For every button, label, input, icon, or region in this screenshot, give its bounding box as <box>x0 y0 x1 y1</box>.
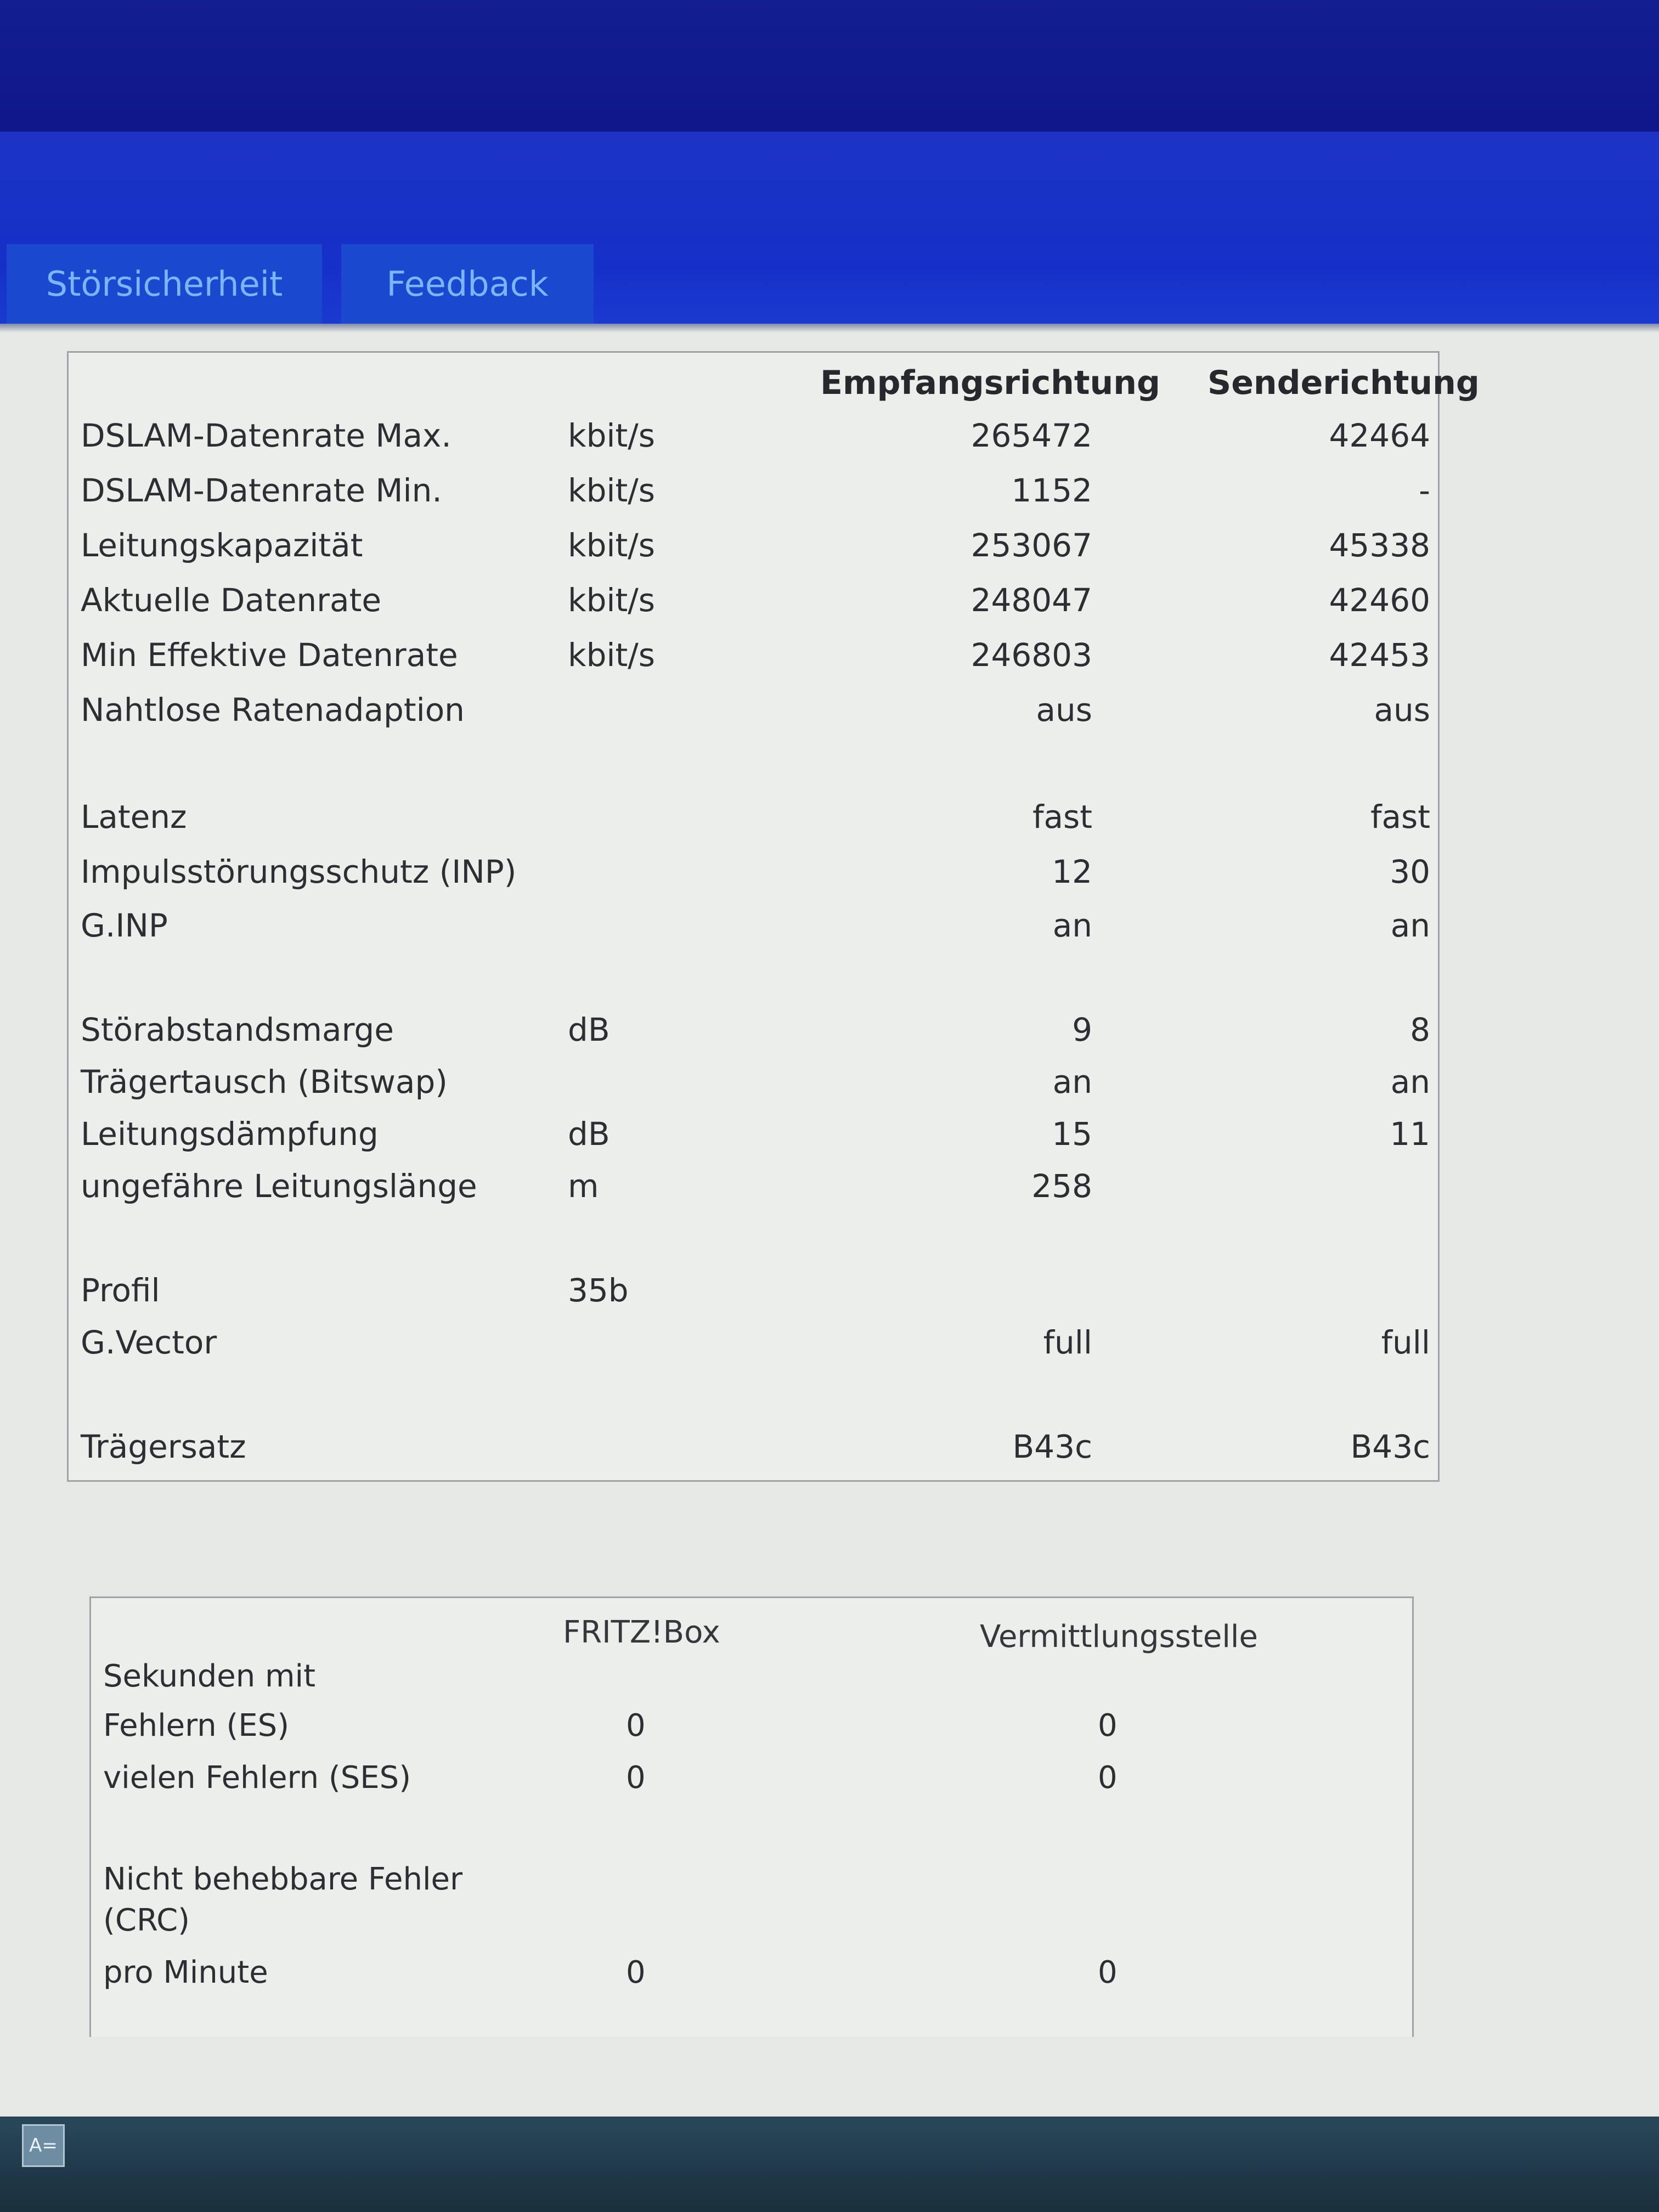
dsl-line-table <box>67 351 1480 1482</box>
value-upstream: an <box>1390 1063 1430 1101</box>
value-fritzbox: 0 <box>626 1955 646 1990</box>
row-line-length <box>69 1167 1438 1217</box>
row-unit: dB <box>568 1115 610 1153</box>
row-label: vielen Fehlern (SES) <box>103 1760 411 1796</box>
header-exchange: Vermittlungsstelle <box>980 1619 1258 1655</box>
app-icon[interactable]: A= <box>22 2124 65 2167</box>
value-upstream: 42453 <box>1329 636 1430 674</box>
row-label: ungefähre Leitungslänge <box>81 1167 477 1205</box>
row-label: Leitungskapazität <box>81 527 363 564</box>
value-exchange: 0 <box>1098 1708 1118 1743</box>
row-latency <box>69 798 1438 848</box>
row-ginp <box>69 907 1438 956</box>
value-downstream: 9 <box>1072 1011 1092 1048</box>
value-exchange: 0 <box>1098 1760 1118 1796</box>
row-label: Nahtlose Ratenadaption <box>81 691 465 729</box>
value-downstream: an <box>1052 1063 1092 1101</box>
row-label: Sekunden mit <box>103 1658 316 1694</box>
value-upstream: B43c <box>1350 1428 1430 1465</box>
row-min-effective-rate <box>69 636 1438 686</box>
row-unit: 35b <box>568 1272 629 1309</box>
row-inp <box>69 853 1438 902</box>
value-upstream: full <box>1381 1324 1430 1361</box>
row-unit: kbit/s <box>568 636 656 674</box>
row-unit: kbit/s <box>568 582 656 619</box>
row-unit: kbit/s <box>568 527 656 564</box>
row-label: Min Effektive Datenrate <box>81 636 458 674</box>
row-label: Impulsstörungsschutz (INP) <box>81 853 517 890</box>
value-upstream: 42464 <box>1329 417 1430 454</box>
value-exchange: 0 <box>1098 1955 1118 1990</box>
row-carrier-set <box>69 1428 1438 1477</box>
row-current-rate <box>69 582 1438 631</box>
row-label: Störabstandsmarge <box>81 1011 394 1048</box>
row-unit: dB <box>568 1011 610 1048</box>
row-seamless-rate-adaption <box>69 691 1438 741</box>
row-label: Trägertausch (Bitswap) <box>81 1063 448 1101</box>
value-upstream: 42460 <box>1329 582 1430 619</box>
value-downstream: 265472 <box>970 417 1092 454</box>
header-band <box>0 0 1659 132</box>
row-label: Latenz <box>81 798 187 836</box>
row-label: G.INP <box>81 907 168 944</box>
value-downstream: 246803 <box>970 636 1092 674</box>
header-upstream: Senderichtung <box>1207 364 1480 402</box>
value-fritzbox: 0 <box>626 1760 646 1796</box>
value-upstream: 45338 <box>1329 527 1430 564</box>
value-upstream: aus <box>1374 691 1430 729</box>
row-attenuation <box>69 1115 1438 1165</box>
value-downstream: B43c <box>1012 1428 1092 1465</box>
value-upstream: fast <box>1370 798 1430 836</box>
header-fritzbox: FRITZ!Box <box>563 1615 720 1650</box>
row-label: DSLAM-Datenrate Max. <box>81 417 452 454</box>
row-label: Trägersatz <box>81 1428 246 1465</box>
row-label: pro Minute <box>103 1955 268 1990</box>
row-label: Fehlern (ES) <box>103 1708 290 1743</box>
tab-feedback[interactable]: Feedback <box>341 244 594 324</box>
taskbar <box>0 2117 1659 2212</box>
row-profile <box>69 1272 1438 1321</box>
value-upstream: 30 <box>1390 853 1430 890</box>
row-gvector <box>69 1324 1438 1373</box>
value-downstream: fast <box>1032 798 1092 836</box>
value-downstream: 253067 <box>970 527 1092 564</box>
header-downstream: Empfangsrichtung <box>820 364 1160 402</box>
value-downstream: 15 <box>1052 1115 1092 1153</box>
value-downstream: full <box>1043 1324 1092 1361</box>
row-snr-margin <box>69 1011 1438 1060</box>
value-fritzbox: 0 <box>626 1708 646 1743</box>
tab-bar-shadow <box>0 324 1659 332</box>
row-dslam-max <box>69 417 1438 466</box>
row-unit: m <box>568 1167 599 1205</box>
row-label: Nicht behebbare Fehler <box>103 1861 463 1897</box>
value-upstream: 11 <box>1390 1115 1430 1153</box>
row-bitswap <box>69 1063 1438 1113</box>
row-line-capacity <box>69 527 1438 576</box>
value-upstream: - <box>1419 472 1430 509</box>
row-label: Profil <box>81 1272 160 1309</box>
row-label: Aktuelle Datenrate <box>81 582 381 619</box>
error-statistics-table <box>89 1596 1414 2037</box>
row-unit: kbit/s <box>568 472 656 509</box>
value-downstream: 1152 <box>1011 472 1092 509</box>
value-downstream: 258 <box>1031 1167 1092 1205</box>
tab-stoersicherheit[interactable]: Störsicherheit <box>7 244 322 324</box>
value-downstream: 12 <box>1052 853 1092 890</box>
row-label: DSLAM-Datenrate Min. <box>81 472 442 509</box>
row-unit: kbit/s <box>568 417 656 454</box>
value-downstream: an <box>1052 907 1092 944</box>
row-label: G.Vector <box>81 1324 217 1361</box>
value-downstream: aus <box>1036 691 1092 729</box>
value-downstream: 248047 <box>970 582 1092 619</box>
row-dslam-min <box>69 472 1438 521</box>
row-label: Leitungsdämpfung <box>81 1115 379 1153</box>
row-label: (CRC) <box>103 1903 190 1938</box>
value-upstream: an <box>1390 907 1430 944</box>
value-upstream: 8 <box>1410 1011 1430 1048</box>
